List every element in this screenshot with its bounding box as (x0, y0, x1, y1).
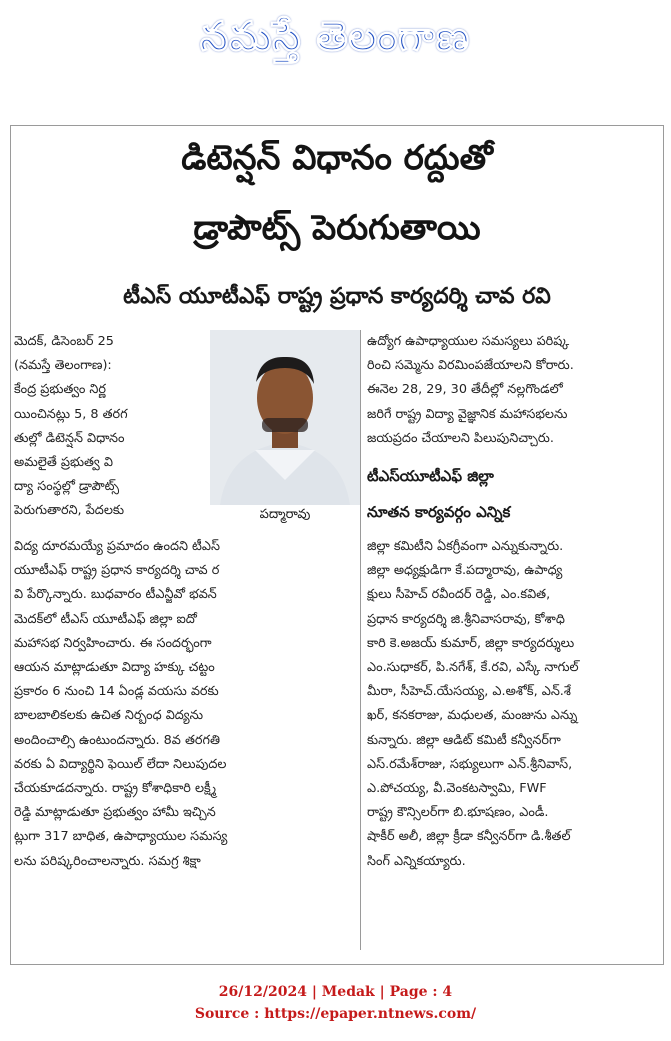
text-line: ఆయన మాట్లాడుతూ విద్యా హక్కు చట్టం (14, 660, 215, 676)
text-line: వి పేర్కొన్నారు. బుధవారం టీఎన్జీవో భవన్ (14, 587, 217, 603)
text-line: ఈనెల 28, 29, 30 తేదీల్లో నల్లగొండలో (367, 382, 563, 398)
masthead-title: నమస్తే తెలంగాణ (199, 14, 471, 60)
text-line: మెదక్, డిసెంబర్ 25 (14, 334, 114, 349)
text-line: ప్రకారం 6 నుంచి 14 ఏండ్ల వయసు వరకు (14, 684, 219, 700)
headline-line-1: డిటెన్షన్ విధానం రద్దుతో (181, 138, 493, 178)
text-line: క్షులు సీహెచ్ రవీందర్ రెడ్డి, ఎం.కవిత, (367, 587, 551, 603)
text-line: రాష్ట్ర కౌన్సిలర్‌గా బి.భూషణం, ఎండీ. (367, 805, 549, 821)
text-line: చేయకూడదన్నారు. రాష్ట్ర కోశాధికారి లక్ష్మీ (14, 781, 217, 797)
text-line: ద్యా సంస్థల్లో డ్రాపౌట్స్ (14, 479, 120, 495)
text-line: మీరా, సీహెచ్.యేసయ్య, ఎ.అశోక్, ఎన్.శే (367, 684, 571, 700)
source-line: Source : https://epaper.ntnews.com/ (194, 1006, 477, 1022)
text-line: అందించాల్సి ఉంటుందన్నారు. 8వ తరగతి (14, 732, 220, 748)
bottom-rule (10, 964, 664, 965)
text-line: ఖర్, కనకరాజు, మధులత, మంజును ఎన్ను (367, 708, 578, 724)
text-line: (నమస్తే తెలంగాణ): (14, 358, 112, 374)
text-line: పెరుగుతారని, పేదలకు (14, 503, 125, 519)
left-column-top (14, 330, 204, 524)
edition-line: 26/12/2024 | Medak | Page : 4 (218, 984, 453, 1000)
text-line: కున్నారు. జిల్లా ఆడిట్ కమిటీ కన్వీనర్‌గా (367, 732, 561, 748)
text-line: ఎం.సుధాకర్, పి.నగేశ్, కే.రవి, ఎస్కే నాగుల్ (367, 660, 579, 676)
text-line: సింగ్ ఎన్నికయ్యారు. (367, 853, 466, 869)
right-column-bottom (367, 535, 667, 874)
column-divider (360, 330, 361, 950)
text-line: యూటీఎఫ్ రాష్ట్ర ప్రధాన కార్యదర్శి చావ ర (14, 563, 220, 579)
news-clipping (10, 125, 664, 965)
text-line: తుల్లో డిటెన్షన్ విధానం (14, 430, 125, 446)
side-heading-line-1: టీఎస్‌యూటీఎఫ్ జిల్లా (367, 467, 494, 485)
text-line: మహాసభ నిర్వహించారు. ఈ సందర్భంగా (14, 635, 212, 651)
text-line: యించినట్లు 5, 8 తరగ (14, 406, 128, 422)
text-line: రెడ్డి మాట్లాడుతూ ప్రభుత్వం హామీ ఇచ్చిన (14, 805, 216, 821)
portrait-photo (210, 330, 360, 505)
text-line: కేంద్ర ప్రభుత్వం నిర్ణ (14, 382, 106, 398)
text-line: బాలబాలికలకు ఉచిత నిర్బంధ విద్యను (14, 708, 204, 724)
text-line: వరకు ఏ విద్యార్థిని ఫెయిల్ లేదా నిలుపుదల (14, 756, 227, 772)
text-line: ఎ.పోచయ్య, వీ.వెంకటస్వామి, FWF (367, 781, 547, 797)
text-line: జయప్రదం చేయాలని పిలుపునిచ్చారు. (367, 430, 554, 446)
text-line: లను పరిష్కరించాలన్నారు. సమగ్ర శిక్షా (14, 853, 201, 869)
headline-line-2: డ్రాపౌట్స్ పెరుగుతాయి (193, 208, 481, 248)
text-line: ప్రధాన కార్యదర్శి జి.శ్రీనివాసరావు, కోశాధి (367, 611, 565, 627)
text-line: విద్య దూరమయ్యే ప్రమాదం ఉందని టీఎస్ (14, 539, 221, 554)
text-line: ఎస్.రమేశ్‌రాజు, సభ్యులుగా ఎన్.శ్రీనివాస్, (367, 756, 573, 772)
photo-caption: పద్మారావు (259, 507, 311, 522)
text-line: కారి కె.అజయ్ కుమార్, జిల్లా కార్యదర్శులు (367, 635, 575, 651)
text-line: ఉద్యోగ ఉపాధ్యాయుల సమస్యలు పరిష్క (367, 334, 570, 349)
text-line: జరిగే రాష్ట్ర విద్యా వైజ్ఞానిక మహాసభలను (367, 406, 568, 422)
text-line: రించి సమ్మెను విరమింపజేయాలని కోరారు. (367, 358, 574, 374)
side-heading-line-2: నూతన కార్యవర్గం ఎన్నిక (367, 503, 511, 521)
text-line: ట్లుగా 317 బాధిత, ఉపాధ్యాయుల సమస్య (14, 829, 228, 845)
text-line: షాకీర్ అలీ, జిల్లా క్రీడా కన్వీనర్‌గా డి.శీతల్ (367, 829, 571, 845)
newspaper-masthead (135, 6, 535, 68)
portrait-illustration (210, 330, 360, 505)
right-column-top (367, 330, 667, 451)
text-line: అమలైతే ప్రభుత్వ వి (14, 455, 113, 471)
left-column-bottom (14, 535, 352, 874)
text-line: జిల్లా అధ్యక్షుడిగా కే.పద్మారావు, ఉపాధ్య (367, 563, 563, 579)
subheadline: టీఎస్ యూటీఎఫ్ రాష్ట్ర ప్రధాన కార్యదర్శి చావ రవి (123, 284, 551, 309)
text-line: మెదక్‌లో టీఎస్ యూటీఎఫ్ జిల్లా ఐదో (14, 611, 197, 627)
text-line: జిల్లా కమిటీని ఏకగ్రీవంగా ఎన్నుకున్నారు. (367, 539, 564, 554)
